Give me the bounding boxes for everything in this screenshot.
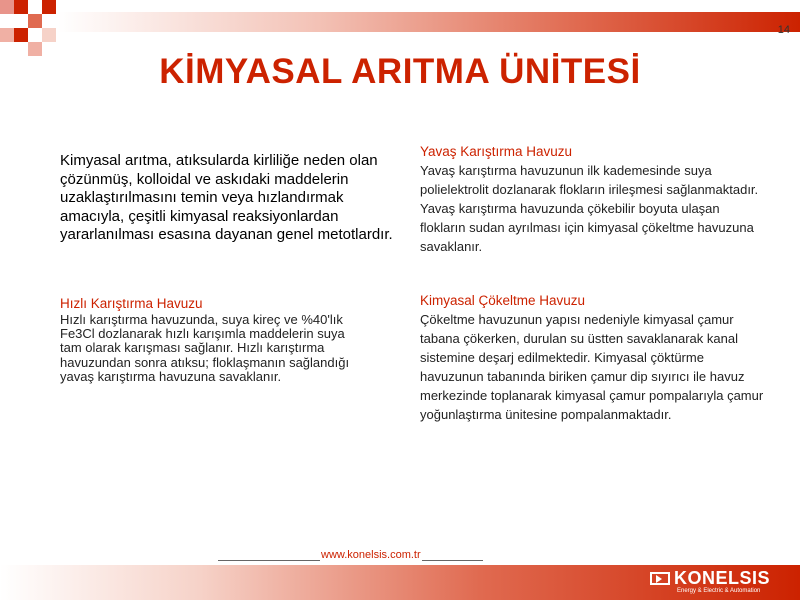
decor-square (14, 0, 28, 14)
footer-url: www.konelsis.com.tr (321, 549, 421, 561)
section-title: Hızlı Karıştırma Havuzu (60, 296, 203, 311)
decor-square (0, 0, 14, 14)
section-body: Yavaş karıştırma havuzunun ilk kademesinde suya polielektrolit dozlanarak flokların irileşmesi sağlanmaktadır. Yavaş karıştırma havuzunda çökebilir boyuta ulaşan flokların sudan ayrılması için kimyasal çökeltme havuzuna savaklanır. (420, 163, 759, 254)
decor-square (0, 28, 14, 42)
logo-tagline: Energy & Electric & Automation (677, 588, 761, 594)
slide-number: 14 (777, 24, 790, 36)
logo-name: KONELSIS (674, 568, 771, 588)
decor-square (28, 14, 42, 28)
page-title: KİMYASAL ARITMA ÜNİTESİ (159, 52, 641, 91)
decor-square (14, 28, 28, 42)
decor-square (42, 0, 56, 14)
section-hizli-karistirma (60, 296, 360, 384)
section-yavas-karistirma (420, 144, 765, 256)
section-title: Yavaş Karıştırma Havuzu (420, 144, 573, 159)
play-icon (650, 572, 670, 585)
company-logo (650, 568, 770, 594)
section-body: Hızlı karıştırma havuzunda, suya kireç ve %40'lık Fe3Cl dozlanarak hızlı karışımla maddelerin suya tam olarak karışması sağlanır. Hızlı karıştırma havuzundan sonra atıksu; floklaşmanın sağlandığı yavaş karıştırma havuzuna savaklanır. (60, 312, 350, 384)
decor-square (42, 28, 56, 42)
section-body: Çökeltme havuzunun yapısı nedeniyle kimyasal çamur tabana çökerken, durulan su üstten savaklanarak kanal sistemine deşarj edilmektedir. Kimyasal çöktürme havuzunun tabanında biriken çamur dip sıyırıcı ile havuz merkezinde toplanarak kimyasal çamur pompalarıyla çamur yoğunlaştırma ünitesine pompalanmaktadır. (420, 312, 764, 423)
header-gradient-bar (58, 12, 800, 32)
section-title: Kimyasal Çökeltme Havuzu (420, 293, 586, 308)
section-kimyasal-cokeltme (420, 293, 765, 425)
intro-paragraph: Kimyasal arıtma, atıksularda kirliliğe neden olan çözünmüş, kolloidal ve askıdaki maddelerin uzaklaştırılmasını temin veya hızlandırmak amacıyla, çeşitli kimyasal reaksiyonlardan yararlanılması esasına dayanan genel metotlardır. (60, 152, 393, 243)
